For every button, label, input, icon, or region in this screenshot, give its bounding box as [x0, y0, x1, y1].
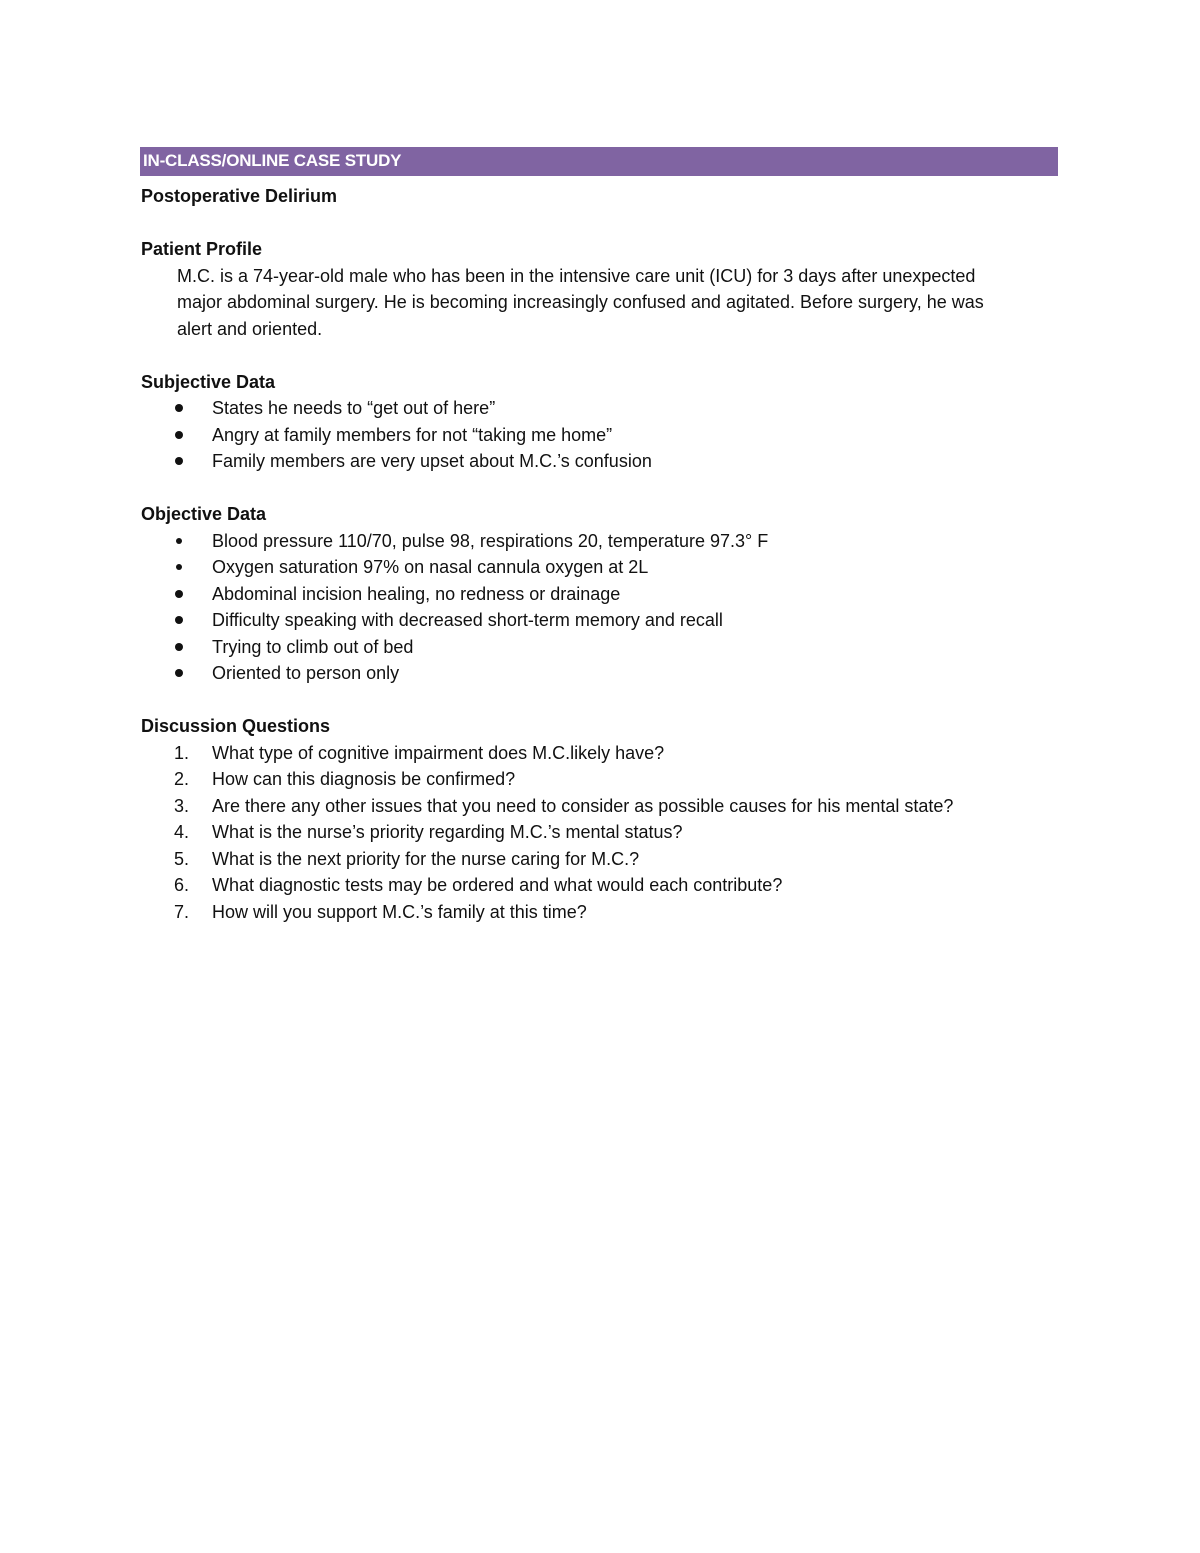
subjective-data-heading: Subjective Data — [141, 371, 276, 392]
objective-data-heading: Objective Data — [141, 504, 267, 524]
list-item-number: 2. — [174, 769, 190, 789]
list-item-text: Oriented to person only — [212, 663, 400, 683]
bullet-icon — [175, 643, 183, 651]
list-item-text: Oxygen saturation 97% on nasal cannula oxygen at 2L — [212, 557, 649, 577]
list-item — [141, 899, 1061, 926]
list-item-text: Blood pressure 110/70, pulse 98, respirations 20, temperature 97.3° F — [212, 530, 769, 551]
list-item — [141, 634, 1061, 661]
list-item — [141, 395, 1061, 422]
list-item-text: What diagnostic tests may be ordered and what would each contribute? — [212, 875, 783, 895]
list-item-text: What type of cognitive impairment does M.C.likely have? — [212, 742, 665, 763]
list-item — [141, 766, 1061, 793]
list-item-text: Family members are very upset about M.C.’s confusion — [212, 451, 652, 471]
patient-profile-heading: Patient Profile — [141, 239, 263, 259]
bullet-icon — [175, 616, 183, 624]
list-item-text: Abdominal incision healing, no redness or drainage — [212, 583, 621, 604]
bullet-icon — [175, 590, 183, 598]
banner-title: IN-CLASS/ONLINE CASE STUDY — [143, 151, 402, 170]
list-item-text: States he needs to “get out of here” — [212, 398, 496, 418]
discussion-questions-list — [141, 740, 1061, 926]
list-item — [141, 448, 1061, 475]
list-item-number: 4. — [174, 822, 190, 842]
list-item-text: What is the next priority for the nurse caring for M.C.? — [212, 848, 640, 869]
list-item-number: 3. — [174, 795, 190, 816]
list-item — [141, 872, 1061, 899]
objective-data-list — [141, 528, 1061, 687]
list-item-text: Trying to climb out of bed — [212, 636, 414, 657]
list-item — [141, 846, 1061, 873]
list-item — [141, 422, 1061, 449]
bullet-icon — [175, 669, 183, 677]
list-item-text: Angry at family members for not “taking me home” — [212, 424, 613, 445]
list-item — [141, 581, 1061, 608]
bullet-icon — [175, 404, 183, 412]
bullet-icon — [176, 564, 182, 570]
list-item-text: How will you support M.C.’s family at this time? — [212, 901, 587, 922]
discussion-questions-heading: Discussion Questions — [141, 716, 331, 736]
subjective-data-list — [141, 395, 1061, 475]
list-item-number: 6. — [174, 875, 190, 895]
list-item-text: Are there any other issues that you need to consider as possible causes for his mental state? — [212, 795, 954, 816]
list-item — [141, 554, 1061, 581]
list-item — [141, 740, 1061, 767]
list-item-number: 5. — [174, 848, 190, 869]
document-title: Postoperative Delirium — [141, 186, 338, 206]
case-study-banner — [140, 147, 1058, 176]
document-content — [141, 183, 1061, 925]
list-item — [141, 819, 1061, 846]
bullet-icon — [176, 538, 182, 544]
list-item — [141, 793, 1061, 820]
list-item — [141, 528, 1061, 555]
list-item-text: What is the nurse’s priority regarding M.C.’s mental status? — [212, 822, 683, 842]
bullet-icon — [175, 431, 183, 439]
bullet-icon — [175, 457, 183, 465]
list-item — [141, 660, 1061, 687]
list-item — [141, 607, 1061, 634]
patient-profile-text: M.C. is a 74-year-old male who has been in the intensive care unit (ICU) for 3 days after unexpected major abdominal surgery. He is becoming increasingly confused and agitated. Before surgery, he was alert and oriented. — [177, 265, 984, 339]
list-item-number: 1. — [174, 742, 190, 763]
list-item-number: 7. — [174, 901, 190, 922]
list-item-text: Difficulty speaking with decreased short-term memory and recall — [212, 610, 723, 630]
list-item-text: How can this diagnosis be confirmed? — [212, 769, 516, 789]
